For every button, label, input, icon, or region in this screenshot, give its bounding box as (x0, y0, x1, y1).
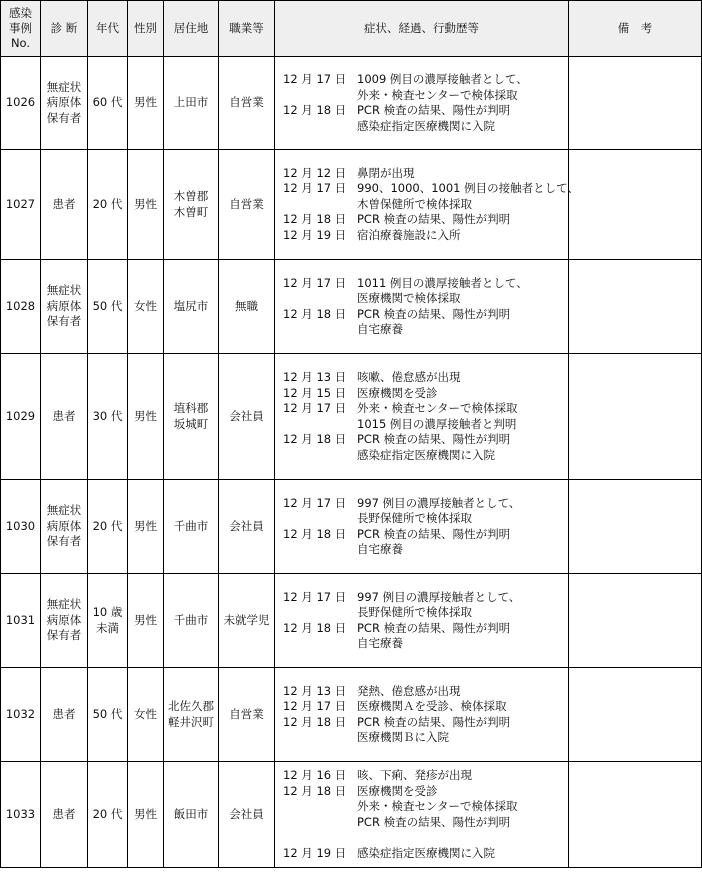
symptom-line (283, 448, 568, 464)
symptom-line (283, 784, 568, 800)
symptom-date: 12 月 19 日 (283, 227, 347, 242)
cell-diagnosis-line: 保有者 (46, 534, 82, 549)
table-row (1, 668, 702, 762)
symptom-text: 医療機関を受診 (357, 385, 438, 400)
symptom-text: 医療機関を受診 (357, 783, 438, 798)
cell-diagnosis-line: 保有者 (46, 314, 82, 329)
cell-sex: 男性 (128, 57, 164, 150)
symptom-text: PCR 検査の結果、陽性が判明 (357, 306, 511, 321)
symptom-line (283, 291, 568, 307)
symptom-text: PCR 検査の結果、陽性が判明 (357, 714, 511, 729)
symptom-date: 12 月 19 日 (283, 845, 347, 860)
symptom-text: 外来・検査センターで検体採取 (357, 799, 518, 813)
cell-diagnosis-line: 病原体 (46, 612, 82, 627)
cell-age: 20 代 (88, 150, 128, 260)
cell-diagnosis (41, 57, 88, 150)
cell-symptoms (275, 480, 569, 574)
cell-residence (164, 354, 219, 480)
cell-diagnosis-line: 無症状 (46, 597, 82, 612)
cell-diagnosis-line: 無症状 (46, 503, 82, 518)
symptom-text: PCR 検査の結果、陽性が判明 (357, 526, 511, 541)
symptom-text: 感染症指定医療機関に入院 (357, 118, 495, 133)
cell-remarks (569, 668, 702, 762)
symptom-date: 12 月 13 日 (283, 370, 347, 384)
cell-residence-line: 木曽町 (173, 204, 209, 219)
cell-symptoms (275, 354, 569, 480)
cell-case-no: 1028 (1, 260, 41, 354)
cell-residence-line: 北佐久郡 (168, 699, 214, 713)
symptom-line (283, 228, 568, 244)
cell-occupation: 未就学児 (219, 574, 275, 668)
cell-residence: 千曲市 (164, 480, 219, 574)
symptom-line (283, 181, 579, 197)
symptom-date: 12 月 17 日 (283, 495, 347, 510)
symptom-line (283, 621, 568, 637)
symptom-date: 12 月 17 日 (283, 72, 347, 86)
cell-case-no: 1032 (1, 668, 41, 762)
header-age: 年代 (88, 1, 128, 57)
header-residence: 居住地 (164, 1, 219, 57)
symptom-line (283, 605, 568, 621)
cell-sex: 男性 (128, 354, 164, 480)
symptom-text: 997 例目の濃厚接触者として、 (357, 495, 521, 510)
table-row (1, 762, 702, 868)
symptom-date: 12 月 18 日 (283, 432, 347, 446)
symptom-text: 発熱、倦怠感が出現 (357, 683, 461, 698)
symptom-date: 12 月 17 日 (283, 699, 347, 713)
header-diagnosis: 診 断 (41, 1, 88, 57)
header-case-no-line: 感染 (9, 6, 32, 20)
symptom-date (283, 322, 357, 338)
cell-age: 20 代 (88, 480, 128, 574)
symptom-line (283, 799, 568, 815)
cell-residence: 千曲市 (164, 574, 219, 668)
symptom-line (283, 212, 568, 228)
cell-diagnosis (41, 574, 88, 668)
cell-diagnosis: 患者 (41, 150, 88, 260)
symptom-text: 医療機関で検体採取 (357, 291, 461, 305)
symptom-date (283, 511, 357, 527)
symptom-line (283, 511, 568, 527)
cell-symptoms (275, 260, 569, 354)
symptom-text: 鼻閉が出現 (357, 165, 415, 180)
symptom-line (283, 72, 568, 88)
symptom-text: 自宅療養 (357, 542, 403, 556)
table-row (1, 480, 702, 574)
cell-remarks (569, 260, 702, 354)
header-symptoms: 症状、経過、行動歴等 (275, 1, 569, 57)
table-row (1, 57, 702, 150)
symptom-date (283, 636, 357, 652)
symptom-text: PCR 検査の結果、陽性が判明 (357, 432, 511, 446)
symptom-line (283, 276, 568, 292)
cell-age: 20 代 (88, 762, 128, 868)
symptom-line (283, 684, 568, 700)
cell-symptoms (275, 762, 569, 868)
symptom-text: 咳嗽、倦怠感が出現 (357, 370, 461, 384)
symptom-text: PCR 検査の結果、陽性が判明 (357, 103, 511, 117)
symptom-date: 12 月 12 日 (283, 165, 347, 180)
symptom-line (283, 730, 568, 746)
cell-age (88, 574, 128, 668)
symptom-date (283, 605, 357, 621)
header-case-no-line: 事例 (9, 21, 32, 35)
table-row (1, 260, 702, 354)
symptom-date: 12 月 17 日 (283, 181, 347, 196)
cell-occupation: 自営業 (219, 57, 275, 150)
symptom-date: 12 月 16 日 (283, 768, 347, 782)
symptom-date (283, 815, 357, 831)
symptom-line (283, 370, 568, 386)
cell-sex: 男性 (128, 150, 164, 260)
symptom-spacer (283, 830, 568, 846)
symptom-date: 12 月 17 日 (283, 275, 347, 290)
cell-symptoms (275, 574, 569, 668)
cell-remarks (569, 480, 702, 574)
cell-case-no: 1030 (1, 480, 41, 574)
cell-symptoms (275, 57, 569, 150)
symptom-line (283, 307, 568, 323)
symptom-date: 12 月 18 日 (283, 620, 347, 635)
symptom-line (283, 386, 568, 402)
symptom-line (283, 88, 568, 104)
header-case-no-line: No. (10, 36, 31, 50)
symptom-line (283, 103, 568, 119)
symptom-text: 木曽保健所で検体採取 (357, 196, 472, 211)
cell-diagnosis (41, 260, 88, 354)
symptom-text: 自宅療養 (357, 636, 403, 650)
symptom-date (283, 730, 357, 746)
symptom-line (283, 815, 568, 831)
cell-residence-line: 木曽郡 (173, 189, 209, 203)
symptom-date: 12 月 18 日 (283, 714, 347, 729)
symptom-text: 自宅療養 (357, 322, 403, 336)
cell-case-no: 1029 (1, 354, 41, 480)
symptom-line (283, 432, 568, 448)
cell-age: 50 代 (88, 668, 128, 762)
symptom-line (283, 768, 568, 784)
symptom-text: 医療機関Ａを受診、検体採取 (357, 699, 507, 713)
cell-case-no: 1026 (1, 57, 41, 150)
symptom-text: 感染症指定医療機関に入院 (357, 447, 495, 462)
cell-occupation: 会社員 (219, 354, 275, 480)
symptom-line (283, 417, 568, 433)
table-row (1, 574, 702, 668)
cell-sex: 男性 (128, 480, 164, 574)
symptom-date (283, 799, 357, 815)
cell-symptoms (275, 150, 579, 260)
symptom-line (283, 322, 568, 338)
cell-remarks (569, 150, 702, 260)
cell-age: 60 代 (88, 57, 128, 150)
cell-residence-line: 坂城町 (173, 416, 209, 431)
cell-case-no: 1027 (1, 150, 41, 260)
cell-age-line: 10 歳 (92, 605, 123, 619)
symptom-date: 12 月 17 日 (283, 401, 347, 415)
cell-age: 50 代 (88, 260, 128, 354)
symptom-line (283, 401, 568, 417)
cell-diagnosis-line: 無症状 (46, 283, 82, 298)
symptom-line (283, 197, 568, 213)
cell-occupation: 無職 (219, 260, 275, 354)
cell-diagnosis: 患者 (41, 762, 88, 868)
header-row (1, 1, 702, 57)
symptom-line (283, 496, 568, 512)
cell-sex: 男性 (128, 574, 164, 668)
cell-age-line: 未満 (96, 620, 119, 635)
cell-occupation: 会社員 (219, 762, 275, 868)
header-remarks: 備 考 (569, 1, 702, 57)
symptom-date (283, 417, 357, 433)
symptom-date: 12 月 17 日 (283, 589, 347, 604)
symptom-text: 990、1000、1001 例目の接触者として、 (357, 181, 579, 196)
table-row (1, 354, 702, 480)
cell-residence: 塩尻市 (164, 260, 219, 354)
cell-remarks (569, 57, 702, 150)
cell-occupation: 会社員 (219, 480, 275, 574)
cell-residence-line: 軽井沢町 (168, 714, 214, 729)
cell-diagnosis-line: 病原体 (46, 298, 82, 313)
symptom-text: 医療機関Ｂに入院 (357, 730, 449, 744)
symptom-text: PCR 検査の結果、陽性が判明 (357, 212, 511, 227)
cell-remarks (569, 354, 702, 480)
symptom-date: 12 月 18 日 (283, 306, 347, 321)
cell-residence: 飯田市 (164, 762, 219, 868)
cell-sex: 女性 (128, 668, 164, 762)
table-row (1, 150, 702, 260)
cell-residence (164, 150, 219, 260)
symptom-date: 12 月 18 日 (283, 783, 347, 798)
cell-diagnosis-line: 保有者 (46, 110, 82, 125)
cell-symptoms (275, 668, 569, 762)
symptom-text: 長野保健所で検体採取 (357, 605, 472, 619)
symptom-date (283, 448, 357, 464)
symptom-date (283, 119, 357, 135)
symptom-text: 外来・検査センターで検体採取 (357, 401, 518, 415)
symptom-text: 咳、下痢、発疹が出現 (357, 768, 472, 782)
cell-remarks (569, 574, 702, 668)
symptom-text: PCR 検査の結果、陽性が判明 (357, 814, 511, 829)
symptom-date (283, 88, 357, 104)
cell-sex: 男性 (128, 762, 164, 868)
cell-diagnosis-line: 保有者 (46, 628, 82, 643)
cell-residence: 上田市 (164, 57, 219, 150)
symptom-text: 1009 例目の濃厚接触者として、 (357, 72, 528, 86)
symptom-date: 12 月 13 日 (283, 683, 347, 698)
symptom-text: 1011 例目の濃厚接触者として、 (357, 275, 528, 290)
cell-residence (164, 668, 219, 762)
symptom-text: 997 例目の濃厚接触者として、 (357, 589, 521, 604)
symptom-line (283, 542, 568, 558)
symptom-date: 12 月 18 日 (283, 212, 347, 227)
symptom-date: 12 月 15 日 (283, 385, 347, 400)
cell-case-no: 1033 (1, 762, 41, 868)
symptom-date: 12 月 18 日 (283, 103, 347, 117)
symptom-line (283, 119, 568, 135)
symptom-line (283, 846, 568, 862)
symptom-text: 感染症指定医療機関に入院 (357, 845, 495, 860)
cell-remarks (569, 762, 702, 868)
cell-diagnosis (41, 480, 88, 574)
cell-diagnosis-line: 無症状 (46, 79, 82, 94)
symptom-line (283, 166, 568, 182)
symptom-text: 1015 例目の濃厚接触者と判明 (357, 416, 517, 431)
symptom-date (283, 542, 357, 558)
header-case-no (1, 1, 41, 57)
cell-age: 30 代 (88, 354, 128, 480)
cell-occupation: 自営業 (219, 668, 275, 762)
symptom-text: 長野保健所で検体採取 (357, 511, 472, 525)
symptom-text: PCR 検査の結果、陽性が判明 (357, 620, 511, 635)
symptom-line (283, 527, 568, 543)
cell-diagnosis-line: 病原体 (46, 518, 82, 533)
symptom-date (283, 291, 357, 307)
cell-occupation: 自営業 (219, 150, 275, 260)
cell-diagnosis: 患者 (41, 354, 88, 480)
symptom-text: 外来・検査センターで検体採取 (357, 87, 518, 102)
symptom-line (283, 715, 568, 731)
symptom-line (283, 636, 568, 652)
cell-residence-line: 埴科郡 (173, 401, 209, 415)
symptom-date (283, 197, 357, 213)
symptom-line (283, 699, 568, 715)
cell-diagnosis-line: 病原体 (46, 95, 82, 110)
header-sex: 性別 (128, 1, 164, 57)
cell-sex: 女性 (128, 260, 164, 354)
symptom-text: 宿泊療養施設に入所 (357, 227, 461, 242)
symptom-date: 12 月 18 日 (283, 526, 347, 541)
header-occupation: 職業等 (219, 1, 275, 57)
symptom-line (283, 590, 568, 606)
cell-diagnosis: 患者 (41, 668, 88, 762)
cell-case-no: 1031 (1, 574, 41, 668)
